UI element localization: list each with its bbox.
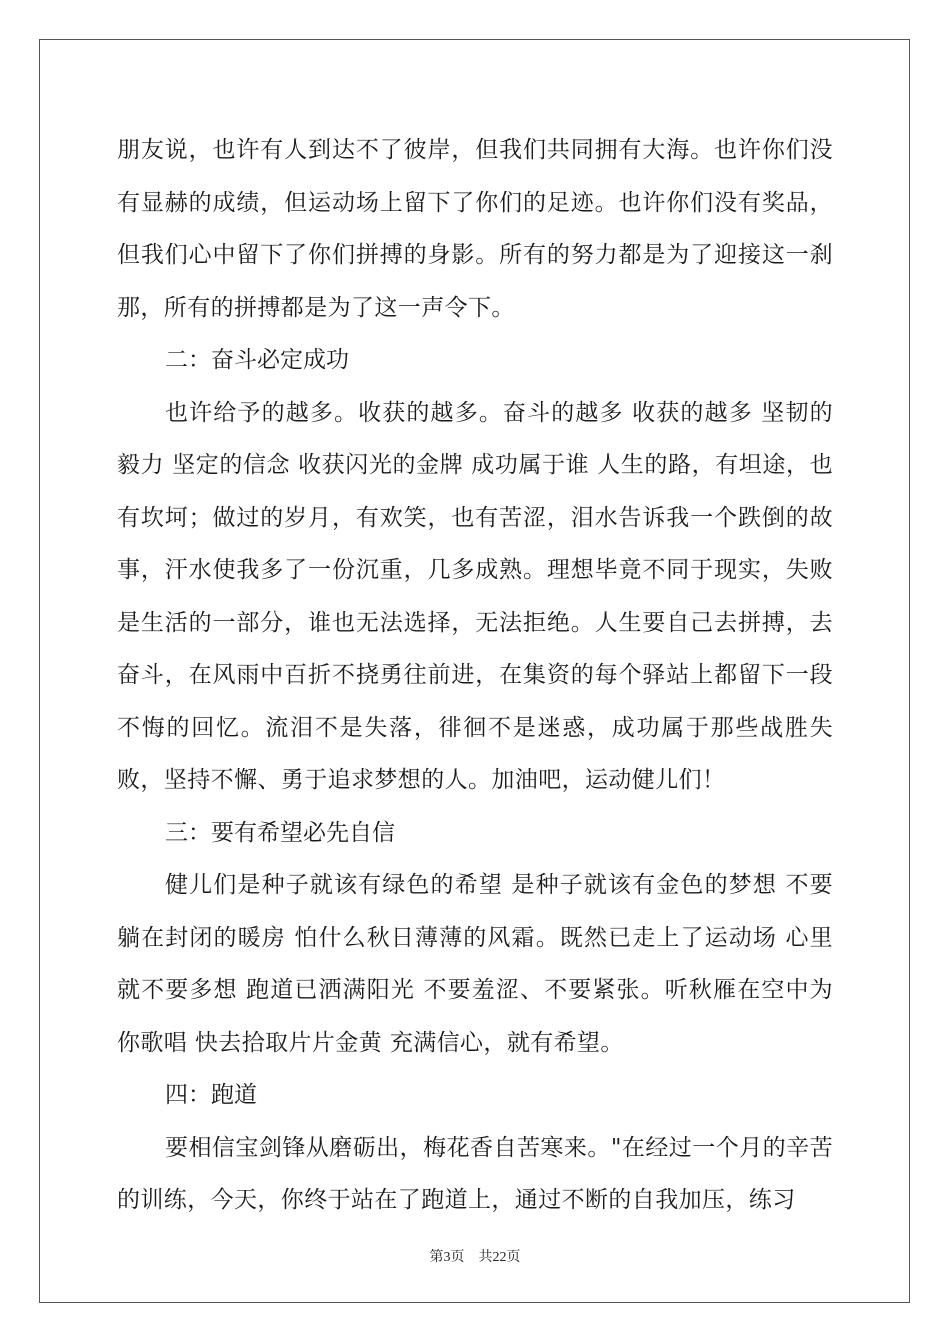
paragraph-2: 也许给予的越多。收获的越多。奋斗的越多 收获的越多 坚韧的毅力 坚定的信念 收获闪光的金牌 成功属于谁 人生的路，有坦途，也有坎坷；做过的岁月，有欢笑，也有苦涩，泪水告诉我一个跌倒的故事，汗水使我多了一份沉重，几多成熟。理想毕竟不同于现实，失败是生活的一部分，谁也无法选择，无法拒绝。人生要自己去拼搏，去奋斗，在风雨中百折不挠勇往前进，在集资的每个驿站上都留下一段不悔的回忆。流泪不是失落，徘徊不是迷惑，成功属于那些战胜失败，坚持不懈、勇于追求梦想的人。加油吧，运动健儿们！ bbox=[117, 399, 833, 793]
paragraph-1: 朋友说，也许有人到达不了彼岸，但我们共同拥有大海。也许你们没有显赫的成绩，但运动场上留下了你们的足迹。也许你们没有奖品，但我们心中留下了你们拼搏的身影。所有的努力都是为了迎接这一刹那，所有的拼搏都是为了这一声令下。 bbox=[117, 137, 833, 321]
page-number-footer: 第3页 共22页 bbox=[429, 1250, 521, 1265]
section-heading-2: 二：奋斗必定成功 bbox=[165, 347, 349, 373]
paragraph-3: 健儿们是种子就该有绿色的希望 是种子就该有金色的梦想 不要躺在封闭的暖房 怕什么秋日薄薄的风霜。既然已走上了运动场 心里就不要多想 跑道已洒满阳光 不要羞涩、不要紧张。听秋雁在空中为你歌唱 快去拾取片片金黄 充满信心，就有希望。 bbox=[117, 872, 833, 1056]
paragraph-4: 要相信宝剑锋从磨砺出，梅花香自苦寒来。"在经过一个月的辛苦的训练，今天，你终于站在了跑道上，通过不断的自我加压，练习 bbox=[117, 1134, 833, 1213]
section-heading-4: 四：跑道 bbox=[165, 1082, 257, 1108]
document-body bbox=[117, 124, 833, 1227]
section-heading-3: 三：要有希望必先自信 bbox=[165, 819, 395, 846]
